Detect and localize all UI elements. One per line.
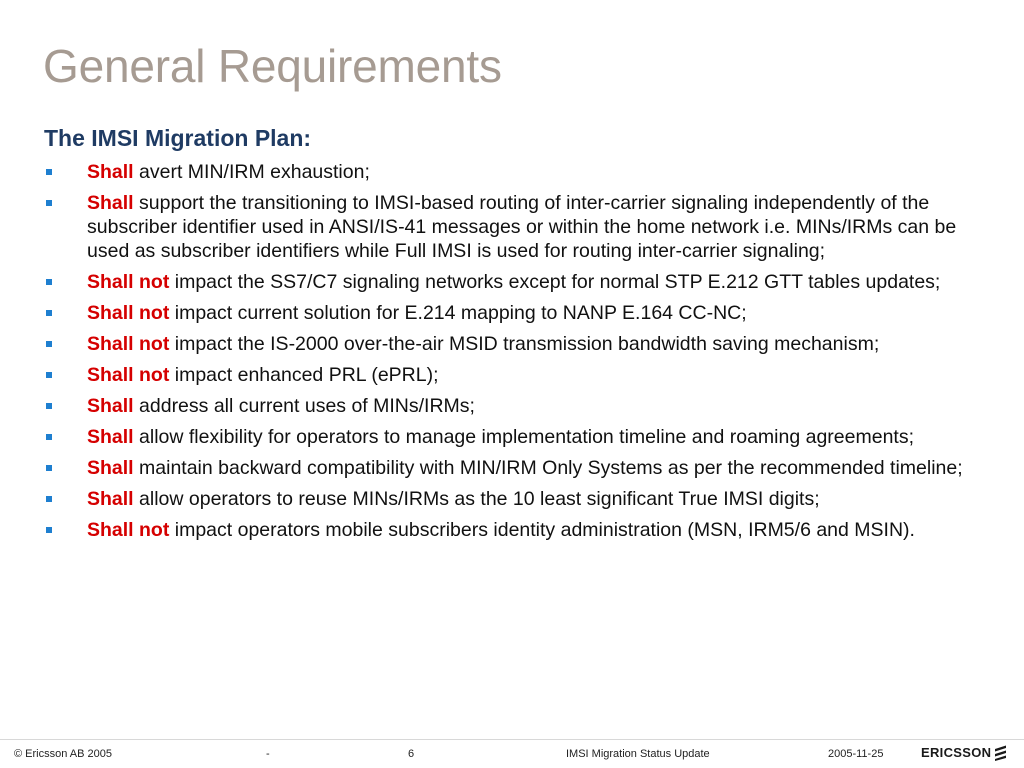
requirement-text: allow operators to reuse MINs/IRMs as the 10 least significant True IMSI digits; [139,488,820,510]
list-item [44,456,994,480]
footer-divider [0,739,1024,740]
footer-page-number: 6 [408,748,415,760]
list-item [44,332,994,356]
footer-date: 2005-11-25 [828,748,884,760]
requirements-list [44,160,994,549]
list-item [44,487,994,511]
list-item [44,425,994,449]
requirement-keyword: Shall [87,488,134,510]
slide-subtitle: The IMSI Migration Plan: [44,125,312,151]
square-bullet-icon [46,200,52,206]
list-item [44,394,994,418]
list-item [44,160,994,184]
requirement-text: allow flexibility for operators to manage implementation timeline and roaming agreements; [139,426,915,448]
square-bullet-icon [46,279,52,285]
requirement-keyword: Shall not [87,519,170,541]
requirement-keyword: Shall not [87,333,170,355]
list-item [44,518,994,542]
requirement-keyword: Shall not [87,302,170,324]
requirement-keyword: Shall [87,161,134,183]
requirement-text: impact the SS7/C7 signaling networks except for normal STP E.212 GTT tables updates; [174,271,941,293]
footer-document-title: IMSI Migration Status Update [566,748,710,760]
list-item [44,363,994,387]
square-bullet-icon [46,465,52,471]
list-item [44,301,994,325]
square-bullet-icon [46,434,52,440]
square-bullet-icon [46,169,52,175]
footer-dash: - [266,748,270,760]
slide-title: General Requirements [43,40,502,92]
square-bullet-icon [46,496,52,502]
requirement-keyword: Shall [87,192,134,214]
requirement-keyword: Shall [87,457,134,479]
requirement-keyword: Shall [87,395,134,417]
square-bullet-icon [46,527,52,533]
square-bullet-icon [46,310,52,316]
requirement-text: maintain backward compatibility with MIN/IRM Only Systems as per the recommended timeline; [139,457,963,479]
ericsson-logo-icon [994,744,1007,761]
square-bullet-icon [46,372,52,378]
requirement-text: impact current solution for E.214 mapping to NANP E.164 CC-NC; [174,302,747,324]
ericsson-logo [921,744,1007,761]
requirement-text: impact the IS-2000 over-the-air MSID transmission bandwidth saving mechanism; [174,333,880,355]
requirement-text: support the transitioning to IMSI-based routing of inter-carrier signaling independently of the subscriber identifier used in ANSI/IS-41 messages or within the home network i.e. MINs/IRMs can be used as subscriber identifiers while Full IMSI is used for routing inter-carrier signaling; [87,192,957,262]
requirement-keyword: Shall not [87,364,170,386]
list-item [44,270,994,294]
requirement-text: impact enhanced PRL (ePRL); [174,364,439,386]
requirement-keyword: Shall [87,426,134,448]
requirement-keyword: Shall not [87,271,170,293]
square-bullet-icon [46,341,52,347]
requirement-text: address all current uses of MINs/IRMs; [139,395,475,417]
logo-wordmark: ERICSSON [921,744,992,760]
requirement-text: impact operators mobile subscribers identity administration (MSN, IRM5/6 and MSIN). [174,519,915,541]
list-item [44,191,994,263]
requirement-text: avert MIN/IRM exhaustion; [139,161,370,183]
footer-copyright: © Ericsson AB 2005 [14,748,112,760]
square-bullet-icon [46,403,52,409]
